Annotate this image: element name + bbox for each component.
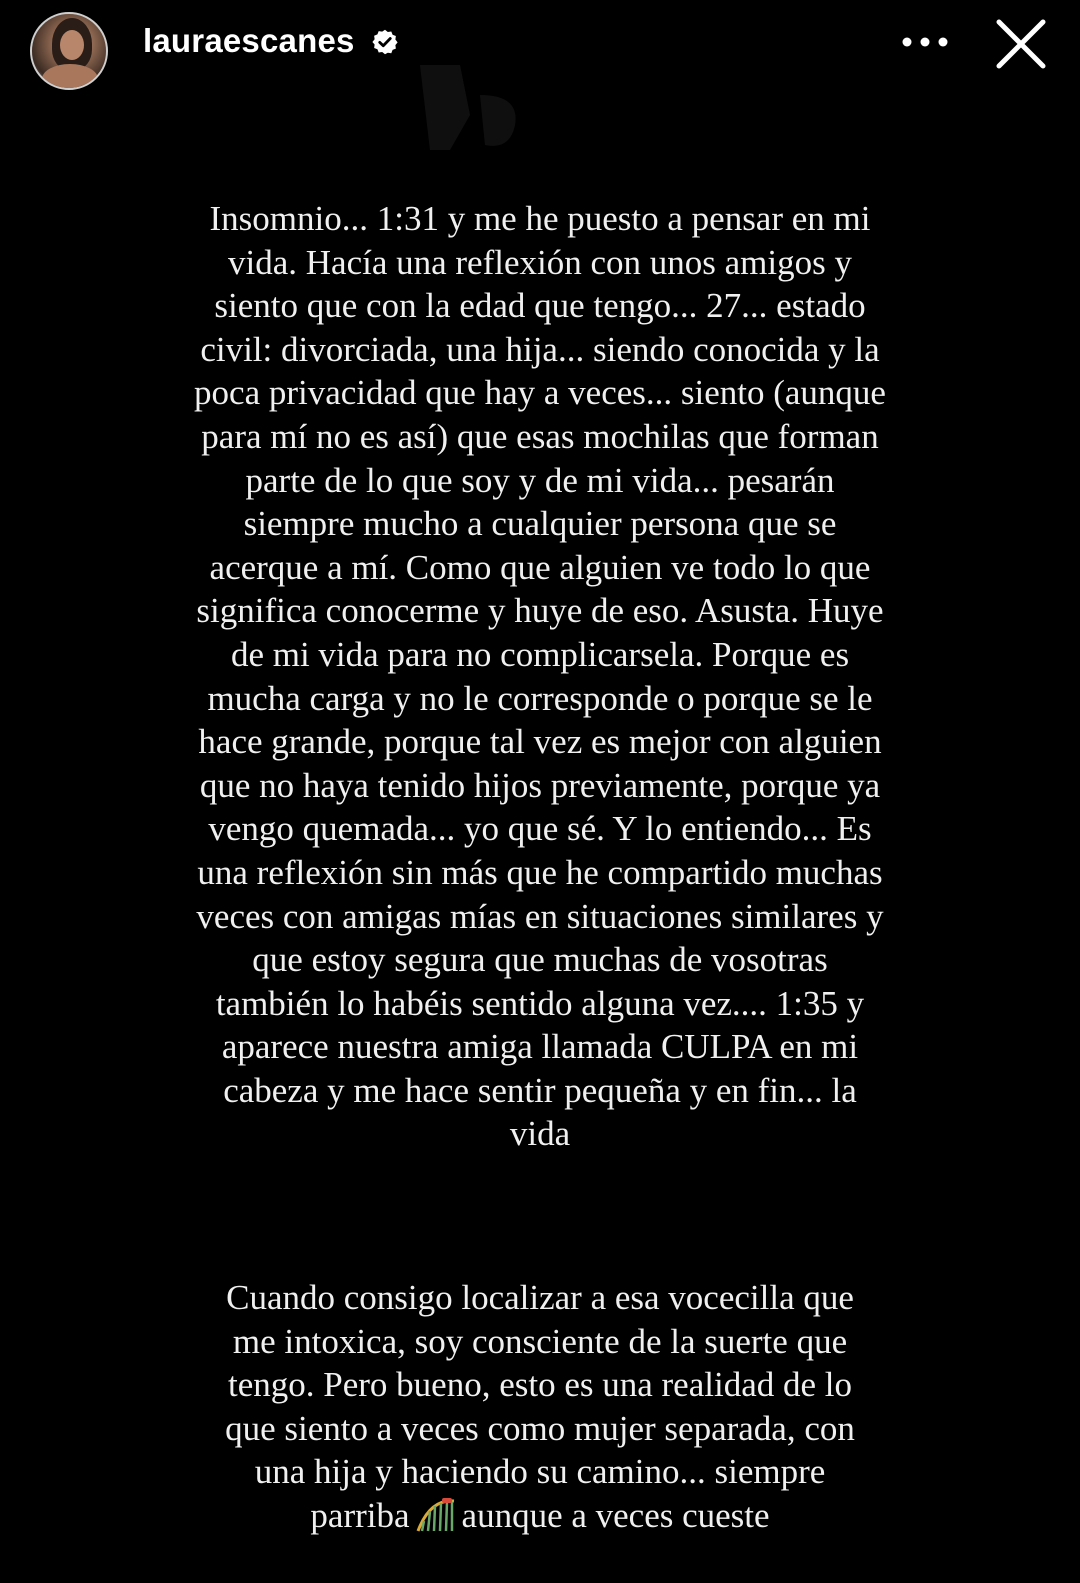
story-paragraph-1: Insomnio... 1:31 y me he puesto a pensar en mi vida. Hacía una reflexión con unos amigos y siento que con la edad que tengo... 27... estado civil: divorciada, una hija... siendo conocida y la poca privacidad que hay a veces... siento (aunque para mí no es así) que esas mochilas que forman parte de lo que soy y de mi vida... pesarán siempre mucho a cualquier persona que se acerque a mí. Como que alguien ve todo lo que significa conocerme y huye de eso. Asusta. Huye de mi vida para no complicarsela. Porque es mucha carga y no le corresponde o porque se le hace grande, porque tal vez es mejor con alguien que no haya tenido hijos previamente, porque ya vengo quemada... yo que sé. Y lo entiendo... Es una reflexión sin más que he compartido muchas veces con amigas mías en situaciones similares y que estoy segura que muchas de vosotras también lo habéis sentido alguna vez.... 1:35 y aparece nuestra amiga llamada CULPA en mi cabeza y me hace sentir pequeña y en fin... la vida [194, 199, 886, 1154]
story-paragraph-2 [130, 1276, 950, 1538]
username[interactable]: lauraescanes [143, 22, 355, 59]
more-options-icon[interactable] [895, 20, 955, 64]
verified-badge-icon [371, 28, 399, 56]
profile-avatar[interactable] [30, 12, 108, 90]
close-icon[interactable] [993, 16, 1049, 72]
story-paragraph-2-end-after: aunque a veces cueste [461, 1495, 770, 1535]
story-header [0, 0, 1080, 90]
story-paragraph-2-end-before: parriba [310, 1495, 410, 1535]
faint-background-shape [410, 55, 530, 155]
roller-coaster-emoji-icon [416, 1497, 456, 1533]
story-paragraph-2-main: Cuando consigo localizar a esa vocecilla que me intoxica, soy consciente de la suerte que tengo. Pero bueno, esto es una realidad de lo que siento a veces como mujer separada, con una hija y haciendo su camino... siempre [225, 1278, 855, 1492]
